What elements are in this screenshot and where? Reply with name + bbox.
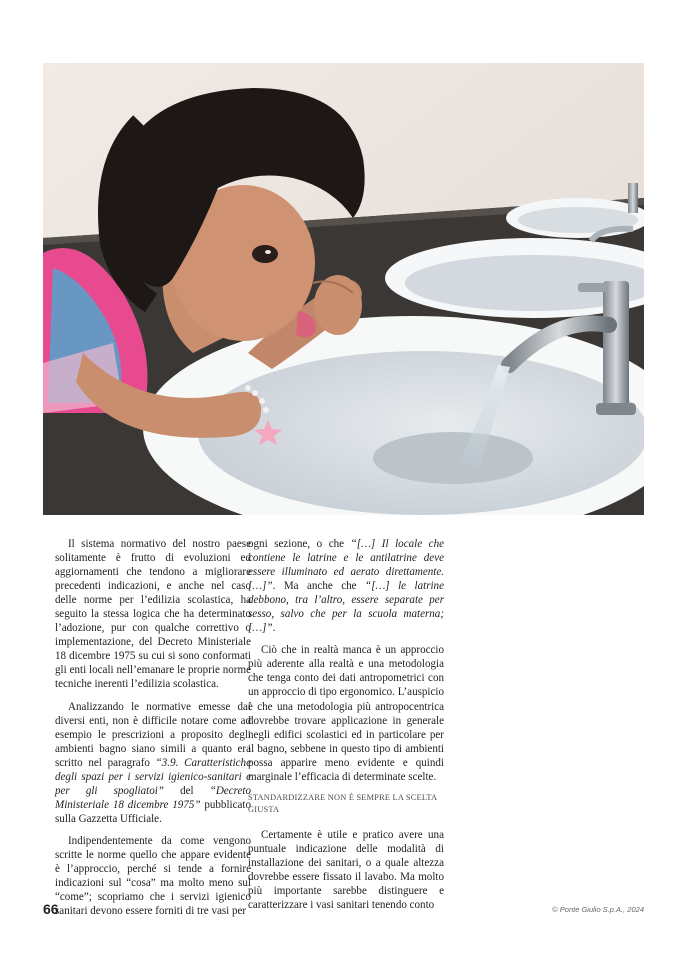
section-subheading: STANDARDIZZARE NON È SEMPRE LA SCELTA GIUSTA xyxy=(248,792,437,814)
paragraph: Il sistema normativo del nostro paese solitamente è frutto di evoluzioni ed aggiornamenti che tendono a migliorare precedenti indicazioni, e anche nel caso delle norme per l’edilizia scolastica, ha seguito la stessa logica che ha determinato l’adozione, pur con qualche correttivo o implementazione, del Decreto Ministeriale 18 dicembre 1975 su cui si sono conformati gli enti locali nell’emanare le proprie norme tecniche inerenti l’edilizia scolastica. xyxy=(55,538,251,691)
quotation: “[…] Il locale che contiene le latrine e le antilatrine deve essere illuminato ed aerato direttamente.[…]” xyxy=(248,538,444,593)
paragraph-text: . Ma anche che xyxy=(272,580,366,593)
paragraph-text: Analizzando le normative emesse dai diversi enti, non è difficile notare come ad esempio le prescrizioni a proposito degli ambienti bagno siano simili a quanto era scritto nel paragrafo xyxy=(55,700,251,769)
paragraph: Certamente è utile e pratico avere una puntuale indicazione delle modalità di installazione dei sanitari, o a quale altezza dovrebbe essere fissato il lavabo. Ma molto più importante sarebbe distinguere e caratterizzare i vasi sanitari tenendo conto xyxy=(248,828,444,912)
paragraph: Indipendentemente da come vengono scritte le norme quello che appare evidente è l’approccio, perché si tende a fornire indicazioni sul “cosa” ma molto meno sul “come”; scopriamo che i servizi igienico sanitari devono essere forniti di tre vasi per xyxy=(55,834,251,918)
quoted-title: “Decreto Ministeriale 18 dicembre 1975” xyxy=(55,784,251,811)
paragraph-text: del xyxy=(163,784,210,797)
paragraph xyxy=(55,700,251,826)
quoted-title: “3.9. Caratteristiche degli spazi per i servizi igienico-sanitari e per gli spogliatoi” xyxy=(55,756,251,797)
text-column-right xyxy=(248,537,444,920)
page-number: 66 xyxy=(43,901,59,917)
paragraph xyxy=(248,537,444,635)
paragraph: Ciò che in realtà manca è un approccio più aderente alla realtà e una metodologia che tenga conto dei dati antropometrici con un approccio di tipo ergonomico. L’auspicio è che una metodologia più antropocentrica dovrebbe trovare applicazione in generale negli edifici scolastici ed in particolare per il bagno, sebbene in questo tipo di ambienti possa apparire meno evidente e quindi marginale l’efficacia di determinate scelte. xyxy=(248,644,444,783)
paragraph-text: . xyxy=(272,622,276,635)
photo-girl-at-washbasin xyxy=(43,63,644,515)
paragraph-text: pubblicato sulla Gazzetta Ufficiale. xyxy=(55,798,251,825)
paragraph-text: ogni sezione, o che xyxy=(248,538,351,550)
copyright-notice: © Ponte Giulio S.p.A., 2024 xyxy=(552,905,644,914)
quotation: “[…] le latrine debbono, tra l’altro, essere separate per sesso, salvo che per la scuola materna; […]” xyxy=(248,580,444,635)
text-column-left xyxy=(55,537,251,926)
